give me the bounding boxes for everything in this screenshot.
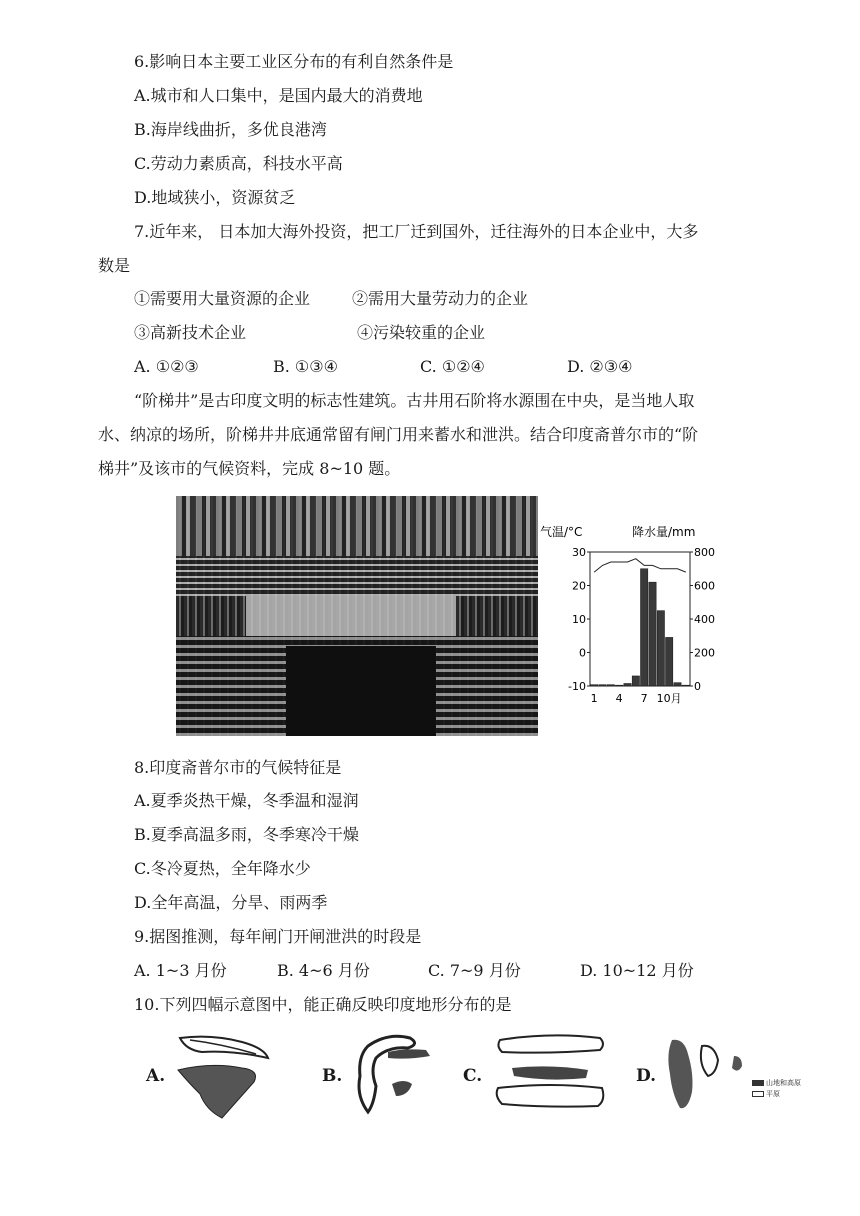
q8-option-c: C.冬冷夏热，全年降水少 <box>134 859 311 878</box>
precip-bar <box>632 676 639 686</box>
q6-option-c: C.劳动力素质高，科技水平高 <box>134 154 343 173</box>
passage-line-1: “阶梯井”是古印度文明的标志性建筑。古井用石阶将水源围在中央，是当地人取 <box>134 391 695 410</box>
plot-frame <box>590 552 690 686</box>
precip-tick-label: 600 <box>694 579 715 593</box>
temp-tick-label: 20 <box>572 579 586 593</box>
precip-bar <box>599 685 606 686</box>
precip-tick-label: 200 <box>694 646 715 660</box>
q7-stem-line1: 7.近年来， 日本加大海外投资，把工厂迁到国外，迁往海外的日本企业中，大多 <box>134 222 699 241</box>
temp-tick-label: 10 <box>572 613 586 626</box>
map-a <box>172 1030 277 1120</box>
temp-axis-label: 气温/°C <box>540 525 583 539</box>
precip-bar <box>682 685 689 686</box>
map-b-label: B. <box>322 1066 343 1086</box>
q7-item-1: ①需要用大量资源的企业 <box>134 289 311 308</box>
map-c <box>490 1030 610 1110</box>
q7-item-4: ④污染较重的企业 <box>357 323 486 342</box>
q6-option-b: B.海岸线曲折，多优良港湾 <box>134 120 327 139</box>
q7-stem-line2: 数是 <box>98 256 131 275</box>
q6-stem: 6.影响日本主要工业区分布的有利自然条件是 <box>134 52 454 71</box>
q8-stem: 8.印度斋普尔市的气候特征是 <box>134 758 342 777</box>
precip-bar <box>674 683 681 686</box>
climate-chart <box>540 520 720 730</box>
q9-option-d: D. 10~12 月份 <box>580 961 694 980</box>
q8-option-a: A.夏季炎热干燥，冬季温和湿润 <box>134 791 359 810</box>
month-tick-label: 4 <box>615 692 623 705</box>
passage-line-3: 梯井”及该市的气候资料，完成 8~10 题。 <box>98 459 401 478</box>
map-legend <box>752 1078 801 1100</box>
precip-tick-label: 800 <box>694 546 715 559</box>
precip-bar <box>607 685 614 686</box>
q10-stem: 10.下列四幅示意图中，能正确反映印度地形分布的是 <box>134 995 512 1014</box>
precip-tick-label: 0 <box>694 680 701 693</box>
precip-bar <box>624 683 631 686</box>
precip-bar <box>649 582 656 686</box>
map-a-label: A. <box>146 1066 166 1086</box>
month-tick-label: 1 <box>590 692 598 705</box>
q8-option-b: B.夏季高温多雨，冬季寒冷干燥 <box>134 825 359 844</box>
temp-tick-label: -10 <box>568 680 586 693</box>
stepwell-photo <box>176 496 538 736</box>
q9-option-b: B. 4~6 月份 <box>277 961 370 980</box>
map-d-label: D. <box>636 1066 657 1086</box>
temp-tick-label: 30 <box>572 546 586 559</box>
q7-option-c: C. ①②④ <box>420 357 485 376</box>
q9-option-a: A. 1~3 月份 <box>134 961 227 980</box>
precip-bar <box>591 685 598 686</box>
q7-item-2: ②需用大量劳动力的企业 <box>352 289 529 308</box>
passage-line-2: 水、纳凉的场所，阶梯井井底通常留有闸门用来蓄水和泄洪。结合印度斋普尔市的“阶 <box>98 425 699 444</box>
precip-bar <box>616 685 623 686</box>
q7-option-d: D. ②③④ <box>567 357 633 376</box>
month-tick-label: 7 <box>640 692 648 705</box>
q9-stem: 9.据图推测，每年闸门开闸泄洪的时段是 <box>134 927 422 946</box>
precip-bar <box>666 637 673 686</box>
map-c-label: C. <box>463 1066 483 1086</box>
temperature-line <box>594 559 686 572</box>
precip-bar <box>657 611 664 686</box>
q7-option-b: B. ①③④ <box>273 357 338 376</box>
q9-option-c: C. 7~9 月份 <box>428 961 521 980</box>
precip-tick-label: 400 <box>694 613 715 626</box>
legend-mountain: 山地和高原 <box>766 1079 801 1087</box>
map-b <box>348 1026 458 1118</box>
temp-tick-label: 0 <box>579 646 586 660</box>
q7-item-3: ③高新技术企业 <box>134 323 247 342</box>
q6-option-d: D.地域狭小，资源贫乏 <box>134 188 296 207</box>
q8-option-d: D.全年高温，分旱、雨两季 <box>134 893 328 912</box>
precip-bar <box>641 569 648 686</box>
q7-option-a: A. ①②③ <box>134 357 199 376</box>
legend-plain: 平原 <box>766 1090 780 1098</box>
map-d <box>662 1034 752 1114</box>
precip-axis-label: 降水量/mm <box>632 525 696 539</box>
month-tick-label: 10月 <box>656 692 682 705</box>
q6-option-a: A.城市和人口集中，是国内最大的消费地 <box>134 86 423 105</box>
